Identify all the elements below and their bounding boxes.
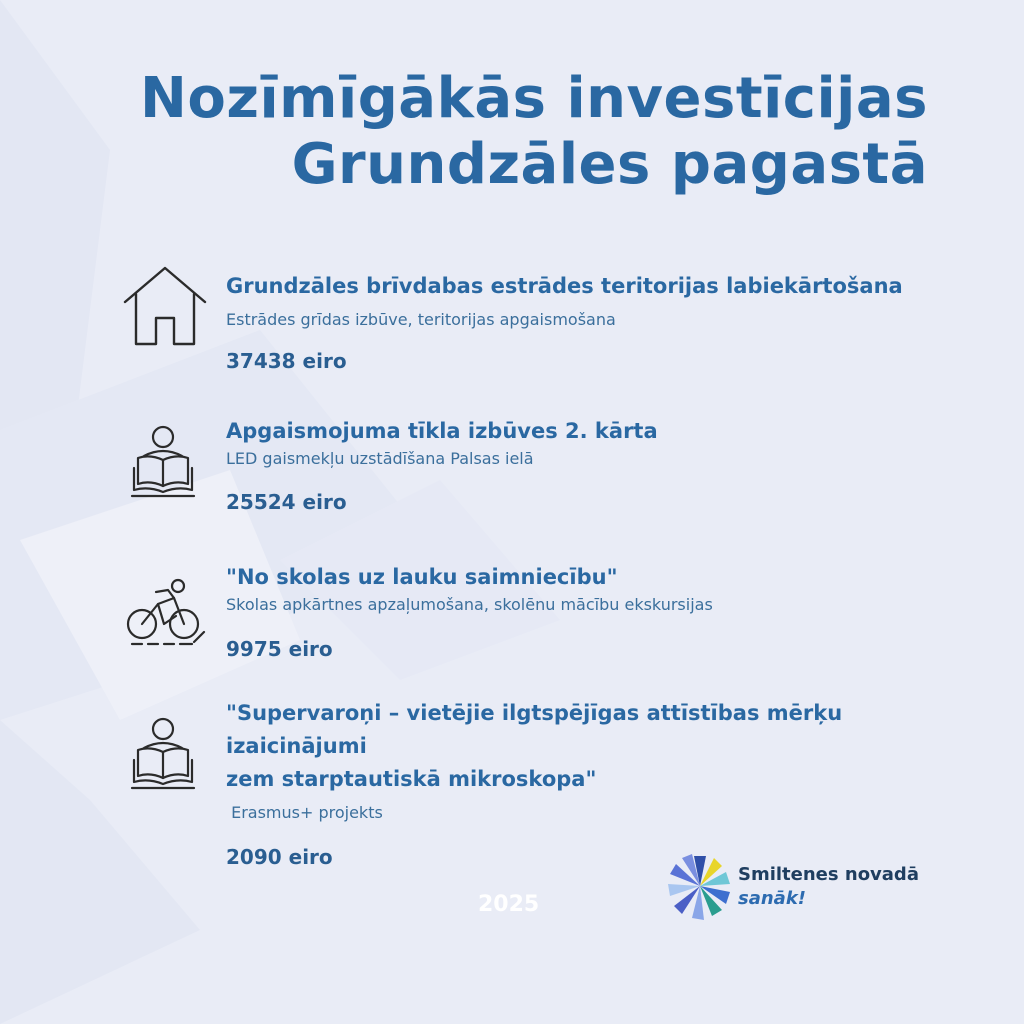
item-amount: 2090 eiro <box>226 845 333 869</box>
year-label: 2025 <box>478 892 540 917</box>
item-description: Estrādes grīdas izbūve, teritorijas apgaismošana <box>226 310 616 329</box>
item-description: LED gaismekļu uzstādīšana Palsas ielā <box>226 449 534 468</box>
item-amount: 9975 eiro <box>226 637 333 661</box>
flower-logo-icon <box>664 848 736 924</box>
item-description: Skolas apkārtnes apzaļumošana, skolēnu mācību ekskursijas <box>226 595 713 614</box>
title-line-2: Grundzāles pagastā <box>291 132 928 197</box>
item-heading: "Supervaroņi – vietējie ilgtspējīgas attīstības mērķu izaicinājumi zem starptautiskā mikroskopa" <box>226 701 843 791</box>
item-amount: 37438 eiro <box>226 349 347 373</box>
reading-person-icon <box>130 716 196 790</box>
item-amount: 25524 eiro <box>226 490 347 514</box>
page-title <box>140 66 928 198</box>
logo-text-line-1: Smiltenes novadā <box>738 864 919 885</box>
logo <box>664 848 934 924</box>
title-line-1: Nozīmīgākās investīcijas <box>140 66 928 131</box>
reading-person-icon <box>130 424 196 498</box>
item-description: Erasmus+ projekts <box>226 803 383 822</box>
cyclist-icon <box>122 576 208 650</box>
item-heading: Apgaismojuma tīkla izbūves 2. kārta <box>226 419 658 443</box>
house-icon <box>122 264 208 348</box>
logo-text-line-2: sanāk! <box>738 888 807 909</box>
item-heading: "No skolas uz lauku saimniecību" <box>226 565 618 589</box>
item-heading: Grundzāles brīvdabas estrādes teritorijas labiekārtošana <box>226 274 903 298</box>
